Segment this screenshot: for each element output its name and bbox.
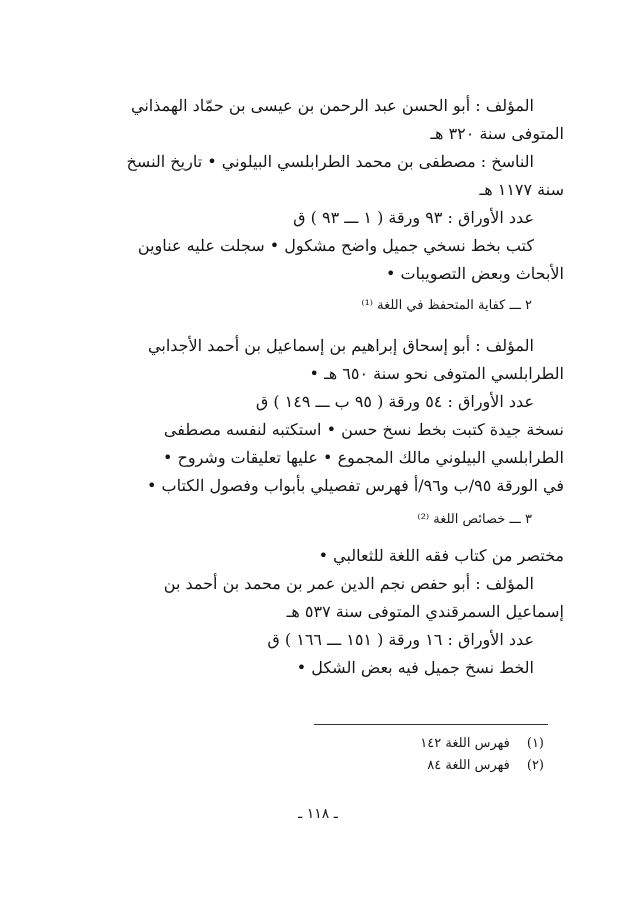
- body-line: نسخة جيدة كتبت بخط نسخ حسن • استكتبه لنفسه مصطفى: [163, 420, 564, 439]
- body-line: سنة ١١٧٧ هـ: [479, 180, 564, 199]
- footnote: [72, 755, 544, 777]
- page-body: [72, 92, 564, 682]
- body-line: في الورقة ٩٥/ب و٩٦/أ فهرس تفصيلي بأبواب وفصول الكتاب •: [146, 476, 564, 495]
- body-line: عدد الأوراق : ٥٤ ورقة ( ٩٥ ب ـــ ١٤٩ ) ق: [255, 392, 534, 411]
- footnote-number: (١): [526, 736, 544, 751]
- body-line: المؤلف : أبو الحسن عبد الرحمن بن عيسى بن حمّاد الهمذاني: [131, 96, 534, 115]
- page-number: ـ ١١٨ ـ: [298, 806, 338, 822]
- footnote-text: فهرس اللغة ٨٤: [427, 758, 510, 773]
- body-line: المتوفى سنة ٣٢٠ هـ: [430, 124, 564, 143]
- footnote-number: (٢): [526, 758, 544, 773]
- footnotes: [72, 733, 544, 777]
- footnote-divider: [314, 724, 548, 725]
- body-line: إسماعيل السمرقندي المتوفى سنة ٥٣٧ هـ: [286, 602, 564, 621]
- section-heading-3: ٣ ـــ خصائص اللغة ⁽²⁾: [417, 512, 532, 527]
- body-line: عدد الأوراق : ٩٣ ورقة ( ١ ـــ ٩٣ ) ق: [293, 208, 534, 227]
- body-line: المؤلف : أبو إسحاق إبراهيم بن إسماعيل بن أحمد الأجدابي: [148, 336, 534, 355]
- body-line: الأبحاث وبعض التصويبات •: [386, 264, 564, 283]
- body-line: الناسخ : مصطفى بن محمد الطرابلسي البيلوني • تاريخ النسخ: [126, 152, 534, 171]
- body-line: مختصر من كتاب فقه اللغة للثعالبي •: [318, 546, 564, 565]
- body-line: الطرابلسي البيلوني مالك المجموع • عليها تعليقات وشروح •: [163, 448, 564, 467]
- footnote: [72, 733, 544, 755]
- body-line: المؤلف : أبو حفص نجم الدين عمر بن محمد بن أحمد بن: [163, 574, 534, 593]
- footnote-text: فهرس اللغة ١٤٢: [420, 736, 510, 751]
- body-line: عدد الأوراق : ١٦ ورقة ( ١٥١ ـــ ١٦٦ ) ق: [267, 630, 534, 649]
- section-heading-2: ٢ ـــ كفاية المتحفظ في اللغة ⁽¹⁾: [361, 298, 532, 313]
- body-line: الخط نسخ جميل فيه بعض الشكل •: [296, 658, 534, 677]
- body-line: الطرابلسي المتوفى نحو سنة ٦٥٠ هـ •: [309, 364, 564, 383]
- body-line: كتب بخط نسخي جميل واضح مشكول • سجلت عليه عناوين: [137, 236, 534, 255]
